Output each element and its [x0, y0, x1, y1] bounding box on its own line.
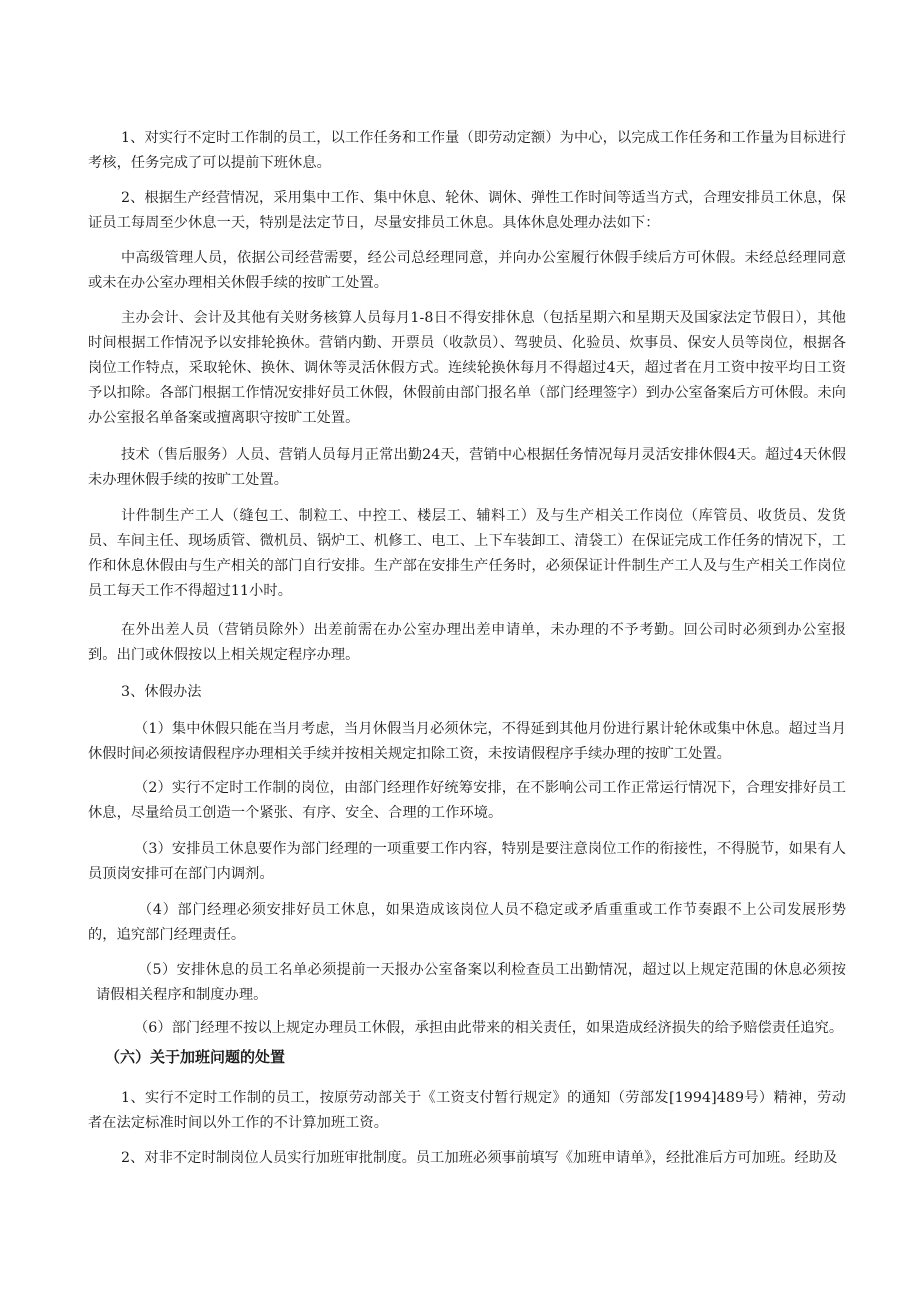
paragraph-2: 2、根据生产经营情况，采用集中工作、集中休息、轮休、调休、弹性工作时间等适当方式，合理安排员工休息，保证员工每周至少休息一天，特别是法定节日，尽量安排员工休息。具体休息处理办法如下： — [88, 190, 846, 231]
paragraph-piecework-workers: 计件制生产工人（缝包工、制粒工、中控工、楼层工、辅料工）及与生产相关工作岗位（库管员、收货员、发货员、车间主任、现场质管、微机员、锅炉工、机修工、电工、上下车装卸工、清袋工）在保证完成工作任务的情况下，工作和休息休假由与生产相关的部门自行安排。生产部在安排生产任务时，必须保证计件制生产工人及与生产相关工作岗位员工每天工作不得超过11小时。 — [88, 508, 846, 599]
leave-item-2: （2）实行不定时工作制的岗位，由部门经理作好统筹安排，在不影响公司工作正常运行情况下，合理安排好员工休息，尽量给员工创造一个紧张、有序、安全、合理的工作环境。 — [88, 780, 846, 821]
paragraph-senior-management: 中高级管理人员，依据公司经营需要，经公司总经理同意，并向办公室履行休假手续后方可休假。未经总经理同意或未在办公室办理相关休假手续的按旷工处置。 — [88, 250, 846, 291]
section-heading-overtime: （六）关于加班问题的处置 — [105, 1048, 286, 1066]
paragraph-technical-sales: 技术（售后服务）人员、营销人员每月正常出勤24天，营销中心根据任务情况每月灵活安排休假4天。超过4天休假未办理休假手续的按旷工处置。 — [88, 447, 846, 488]
paragraph-finance-staff: 主办会计、会计及其他有关财务核算人员每月1-8日不得安排休息（包括星期六和星期天及国家法定节假日），其他时间根据工作情况予以安排轮换休。营销内勤、开票员（收款员）、驾驶员、化验员、炊事员、保安人员等岗位，根据各岗位工作特点，采取轮休、换休、调休等灵活休假方式。连续轮换休每月不得超过4天，超过者在月工资中按平均日工资予以扣除。各部门根据工作情况安排好员工休假，休假前由部门报名单（部门经理签字）到办公室备案后方可休假。未向办公室报名单备案或擅离职守按旷工处置。 — [88, 310, 846, 426]
overtime-paragraph-2: 2、对非不定时制岗位人员实行加班审批制度。员工加班必须事前填写《加班申请单》，经批准后方可加班。经助及 — [121, 1150, 838, 1166]
leave-item-4: （4）部门经理必须安排好员工休息，如果造成该岗位人员不稳定或矛盾重重或工作节奏跟不上公司发展形势的，追究部门经理责任。 — [88, 902, 846, 943]
leave-item-3: （3）安排员工休息要作为部门经理的一项重要工作内容，特别是要注意岗位工作的衔接性，不得脱节，如果有人员顶岗安排可在部门内调剂。 — [88, 841, 846, 882]
paragraph-business-travel: 在外出差人员（营销员除外）出差前需在办公室办理出差申请单，未办理的不予考勤。回公司时必须到办公室报到。出门或休假按以上相关规定程序办理。 — [88, 622, 846, 663]
leave-item-5: （5）安排休息的员工名单必须提前一天报办公室备案以利检查员工出勤情况，超过以上规定范围的休息必须按请假相关程序和制度办理。 — [96, 962, 846, 1003]
leave-item-1: （1）集中休假只能在当月考虑，当月休假当月必须休完，不得延到其他月份进行累计轮休或集中休息。超过当月休假时间必须按请假程序办理相关手续并按相关规定扣除工资，未按请假程序手续办理的按旷工处置。 — [88, 721, 846, 762]
paragraph-1: 1、对实行不定时工作制的员工，以工作任务和工作量（即劳动定额）为中心，以完成工作任务和工作量为目标进行考核，任务完成了可以提前下班休息。 — [88, 130, 846, 171]
leave-item-6: （6）部门经理不按以上规定办理员工休假，承担由此带来的相关责任，如果造成经济损失的给予赔偿责任追究。 — [134, 1020, 844, 1036]
overtime-paragraph-1: 1、实行不定时工作制的员工，按原劳动部关于《工资支付暂行规定》的通知（劳部发[1994]489号）精神，劳动者在法定标准时间以外工作的不计算加班工资。 — [88, 1090, 846, 1131]
subheading-leave-methods: 3、休假办法 — [121, 684, 202, 700]
